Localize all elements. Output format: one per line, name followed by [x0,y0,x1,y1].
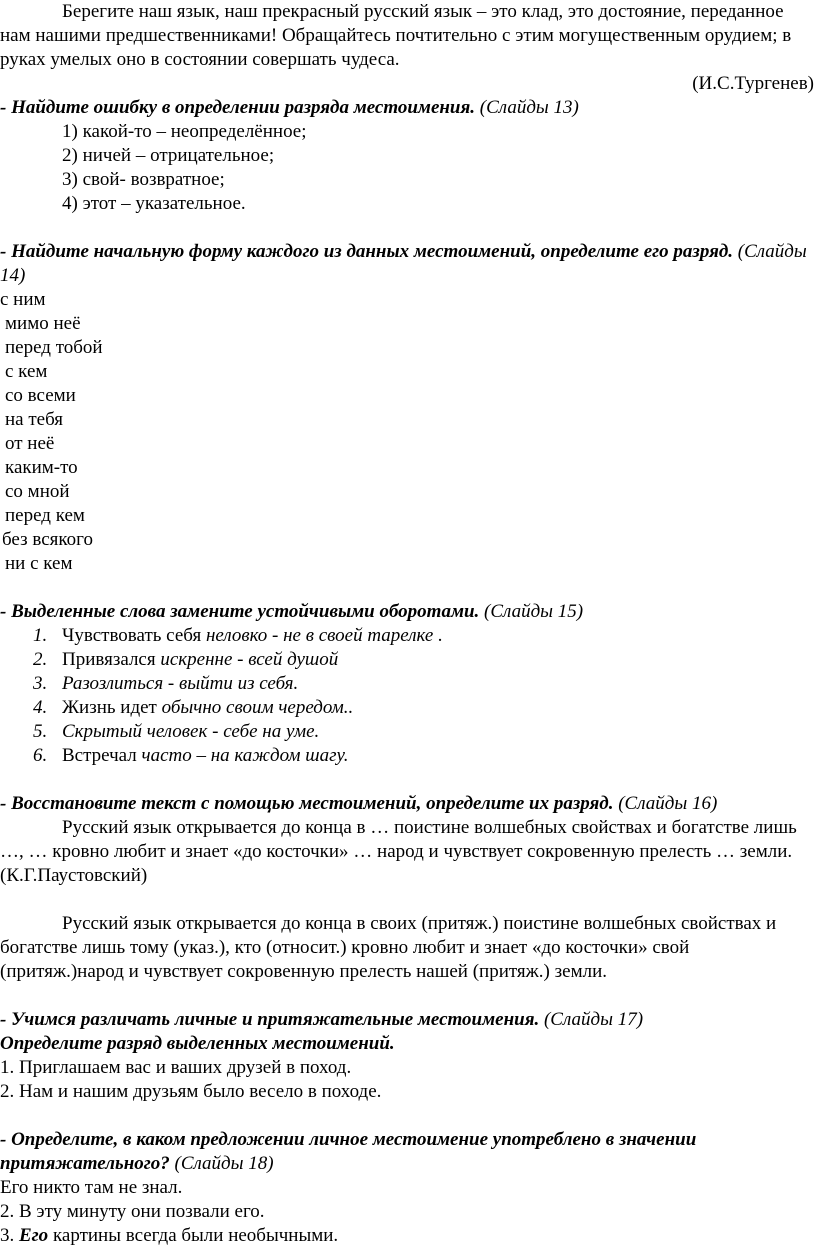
task-2-slides: (Слайды 14) [0,241,807,286]
highlighted-pronoun: Его [19,1225,49,1246]
task-5-item: 2. Нам и нашим друзьям было весело в походе. [0,1081,382,1102]
task-4-heading: - Восстановите текст с помощью местоимений, определите их разряд. (Слайды 16) [0,793,718,814]
pronoun-item: от неё [5,433,55,454]
task-6-slides: (Слайды 18) [174,1153,274,1174]
task-5-title: Учимся различать личные и притяжательные местоимения. [11,1009,540,1030]
idiom-item: 3. Разозлиться - выйти из себя. [33,673,299,694]
task-5-subtitle: Определите разряд выделенных местоимений. [0,1033,395,1054]
task-1-heading [0,96,816,120]
idiom-item: 6. Встречал часто – на каждом шагу. [33,745,349,766]
task-6-sentence: Его никто там не знал. [0,1177,183,1198]
task-6-sentence: 3. Его картины всегда были необычными. [0,1225,339,1246]
epigraph-quote: Берегите наш язык, наш прекрасный русский язык – это клад, это достояние, переданное нам нашими предшественниками! Обращайтесь почтительно с этим могущественным орудием; в руках умелых оно в состоянии совершать чудеса. [0,1,792,70]
pronoun-item: с кем [5,361,48,382]
idiom-item: 5. Скрытый человек - себе на уме. [33,721,320,742]
task-6-title: Определите, в каком предложении личное местоимение употреблено в значении притяжательного? [0,1129,697,1174]
task-5-item: 1. Приглашаем вас и ваших друзей в поход. [0,1057,352,1078]
idiom-item: 1. Чувствовать себя неловко - не в своей тарелке . [33,625,443,646]
idiom-item: 4. Жизнь идет обычно своим чередом.. [33,697,354,718]
pronoun-item: перед кем [5,505,85,526]
task-1-option: 1) какой-то – неопределённое; [62,121,307,142]
task-1-option: 3) свой- возвратное; [62,169,225,190]
task-1-option: 4) этот – указательное. [62,193,246,214]
task-4-gapped-text: Русский язык открывается до конца в … поистине волшебных свойствах и богатстве лишь …, … кровно любит и знает «до косточки» … народ и чувствует сокровенную прелесть … земли. (К.Г.Паустовский) [0,817,797,886]
idiom-list [0,624,816,768]
task-4-slides: (Слайды 16) [618,793,718,814]
task-2-heading [0,240,816,288]
pronoun-item: перед тобой [5,337,103,358]
task-4-title: Восстановите текст с помощью местоимений, определите их разряд. [11,793,614,814]
pronoun-item: мимо неё [5,313,81,334]
task-3-title: Выделенные слова замените устойчивыми оборотами. [11,601,480,622]
pronoun-item: с ним [0,289,46,310]
task-1-option: 2) ничей – отрицательное; [62,145,275,166]
pronoun-item: каким-то [5,457,78,478]
task-6-sentence: 2. В эту минуту они позвали его. [0,1201,265,1222]
task-1-title: - Найдите ошибку в определении разряда местоимения. [0,97,476,118]
pronoun-item: со всеми [5,385,76,406]
pronoun-item: на тебя [5,409,64,430]
task-1-slides: (Слайды 13) [479,97,579,118]
task-5-heading: - Учимся различать личные и притяжательные местоимения. (Слайды 17) [0,1009,644,1030]
task-6-heading: - Определите, в каком предложении личное местоимение употреблено в значении притяжательного? (Слайды 18) [0,1129,697,1174]
task-5-slides: (Слайды 17) [543,1009,644,1030]
pronoun-item: со мной [5,481,70,502]
pronoun-item: ни с кем [5,553,73,574]
pronoun-item: без всякого [2,529,93,550]
task-3-heading: - Выделенные слова замените устойчивыми оборотами. (Слайды 15) [0,601,584,622]
task-4-restored-text: Русский язык открывается до конца в своих (притяж.) поистине волшебных свойствах и богатстве лишь тому (указ.), кто (относит.) кровно любит и знает «до косточки» свой (притяж.)народ и чувствует сокровенную прелесть нашей (притяж.) земли. [0,913,777,982]
idiom-item: 2. Привязался искренне - всей душой [33,649,339,670]
epigraph-author: (И.С.Тургенев) [692,73,814,94]
task-2-title: - Найдите начальную форму каждого из данных местоимений, определите его разряд. [0,241,734,262]
task-3-slides: (Слайды 15) [484,601,584,622]
